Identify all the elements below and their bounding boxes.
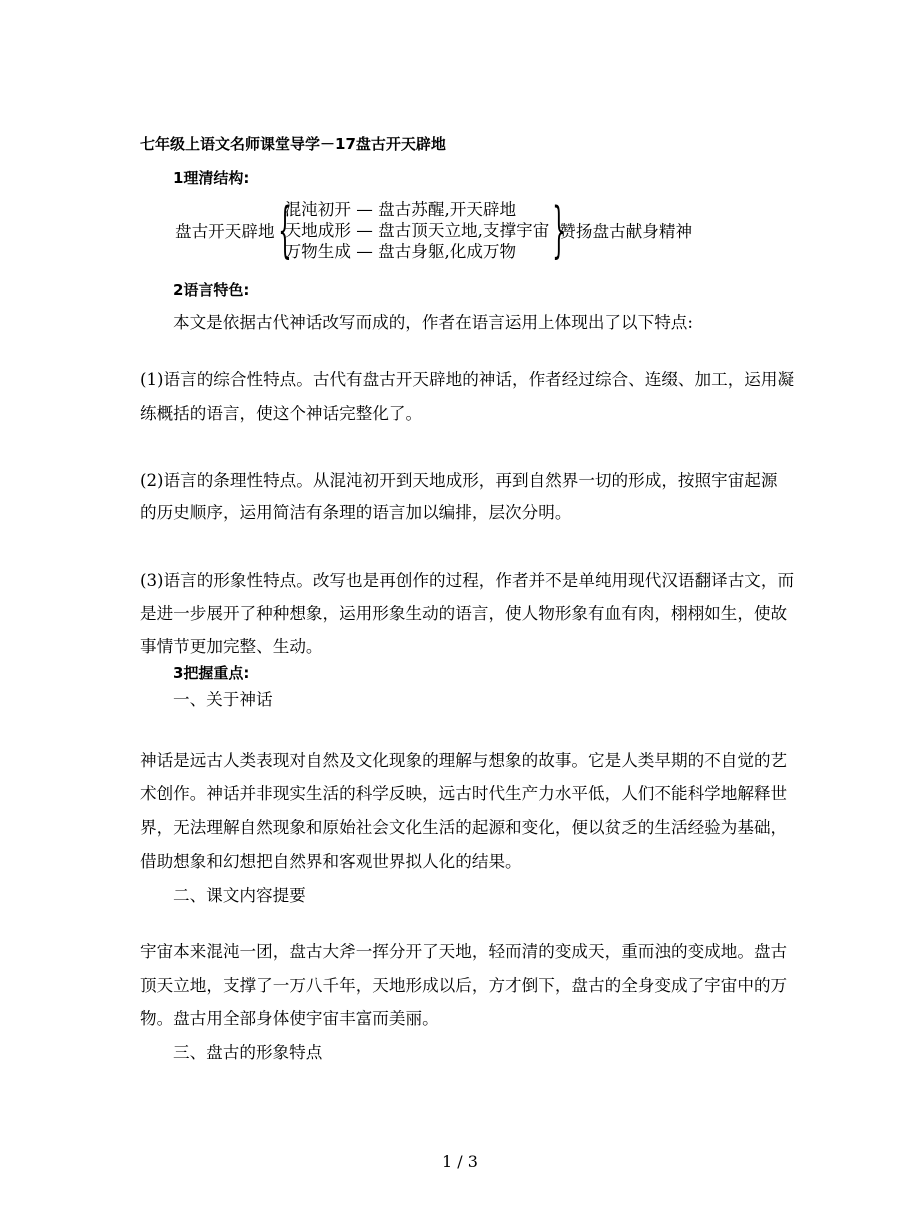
paragraph-line: (3)语言的形象性特点。改写也是再创作的过程，作者并不是单纯用现代汉语翻译古文，而 [140, 571, 795, 590]
diagram-root: 盘古开天辟地 [175, 222, 275, 241]
page-number: 1 / 3 [442, 1152, 478, 1171]
paragraph-line: 本文是依据古代神话改写而成的，作者在语言运用上体现出了以下特点: [173, 313, 693, 332]
paragraph-line: (1)语言的综合性特点。古代有盘古开天辟地的神话，作者经过综合、连缀、加工，运用凝 [140, 370, 795, 389]
paragraph-line: 术创作。神话并非现实生活的科学反映，远古时代生产力水平低，人们不能科学地解释世 [140, 784, 788, 803]
doc-title: 七年级上语文名师课堂导学－17盘古开天辟地 [140, 135, 446, 153]
paragraph-line: 神话是远古人类表现对自然及文化现象的理解与想象的故事。它是人类早期的不自觉的艺 [140, 751, 788, 770]
paragraph-line: 是进一步展开了种种想象，运用形象生动的语言，使人物形象有血有肉，栩栩如生，使故 [140, 604, 788, 623]
paragraph-line: 事情节更加完整、生动。 [140, 637, 323, 656]
paragraph-line: 物。盘古用全部身体使宇宙丰富而美丽。 [140, 1009, 439, 1028]
diagram-row: 天地成形 — 盘古顶天立地,支撑宇宙 [284, 220, 550, 240]
paragraph-line: 练概括的语言，使这个神话完整化了。 [140, 404, 423, 423]
left-brace: { [277, 195, 292, 265]
paragraph-line: (2)语言的条理性特点。从混沌初开到天地成形，再到自然界一切的形成，按照宇宙起源 [140, 471, 778, 490]
section-2-heading: 2语言特色: [173, 281, 250, 299]
paragraph-line: 界，无法理解自然现象和原始社会文化生活的起源和变化，便以贫乏的生活经验为基础， [140, 818, 788, 837]
subheading: 二、课文内容提要 [173, 886, 306, 905]
subheading: 三、盘古的形象特点 [173, 1043, 323, 1062]
subheading: 一、关于神话 [173, 690, 273, 709]
section-3-heading: 3把握重点: [173, 664, 250, 682]
paragraph-line: 的历史顺序，运用简洁有条理的语言加以编排，层次分明。 [140, 503, 572, 522]
diagram-row: 万物生成 — 盘古身躯,化成万物 [284, 241, 517, 261]
paragraph-line: 借助想象和幻想把自然界和客观世界拟人化的结果。 [140, 852, 522, 871]
right-brace: } [552, 195, 566, 265]
structure-diagram [175, 195, 693, 265]
diagram-rows [285, 199, 550, 262]
diagram-conclusion: 赞扬盘古献身精神 [559, 222, 693, 241]
section-1-heading: 1理清结构: [173, 169, 250, 187]
diagram-row: 混沌初开 — 盘古苏醒,开天辟地 [284, 199, 517, 219]
paragraph-line: 顶天立地，支撑了一万八千年，天地形成以后，方才倒下，盘古的全身变成了宇宙中的万 [140, 976, 788, 995]
paragraph-line: 宇宙本来混沌一团，盘古大斧一挥分开了天地，轻而清的变成天，重而浊的变成地。盘古 [140, 942, 788, 961]
